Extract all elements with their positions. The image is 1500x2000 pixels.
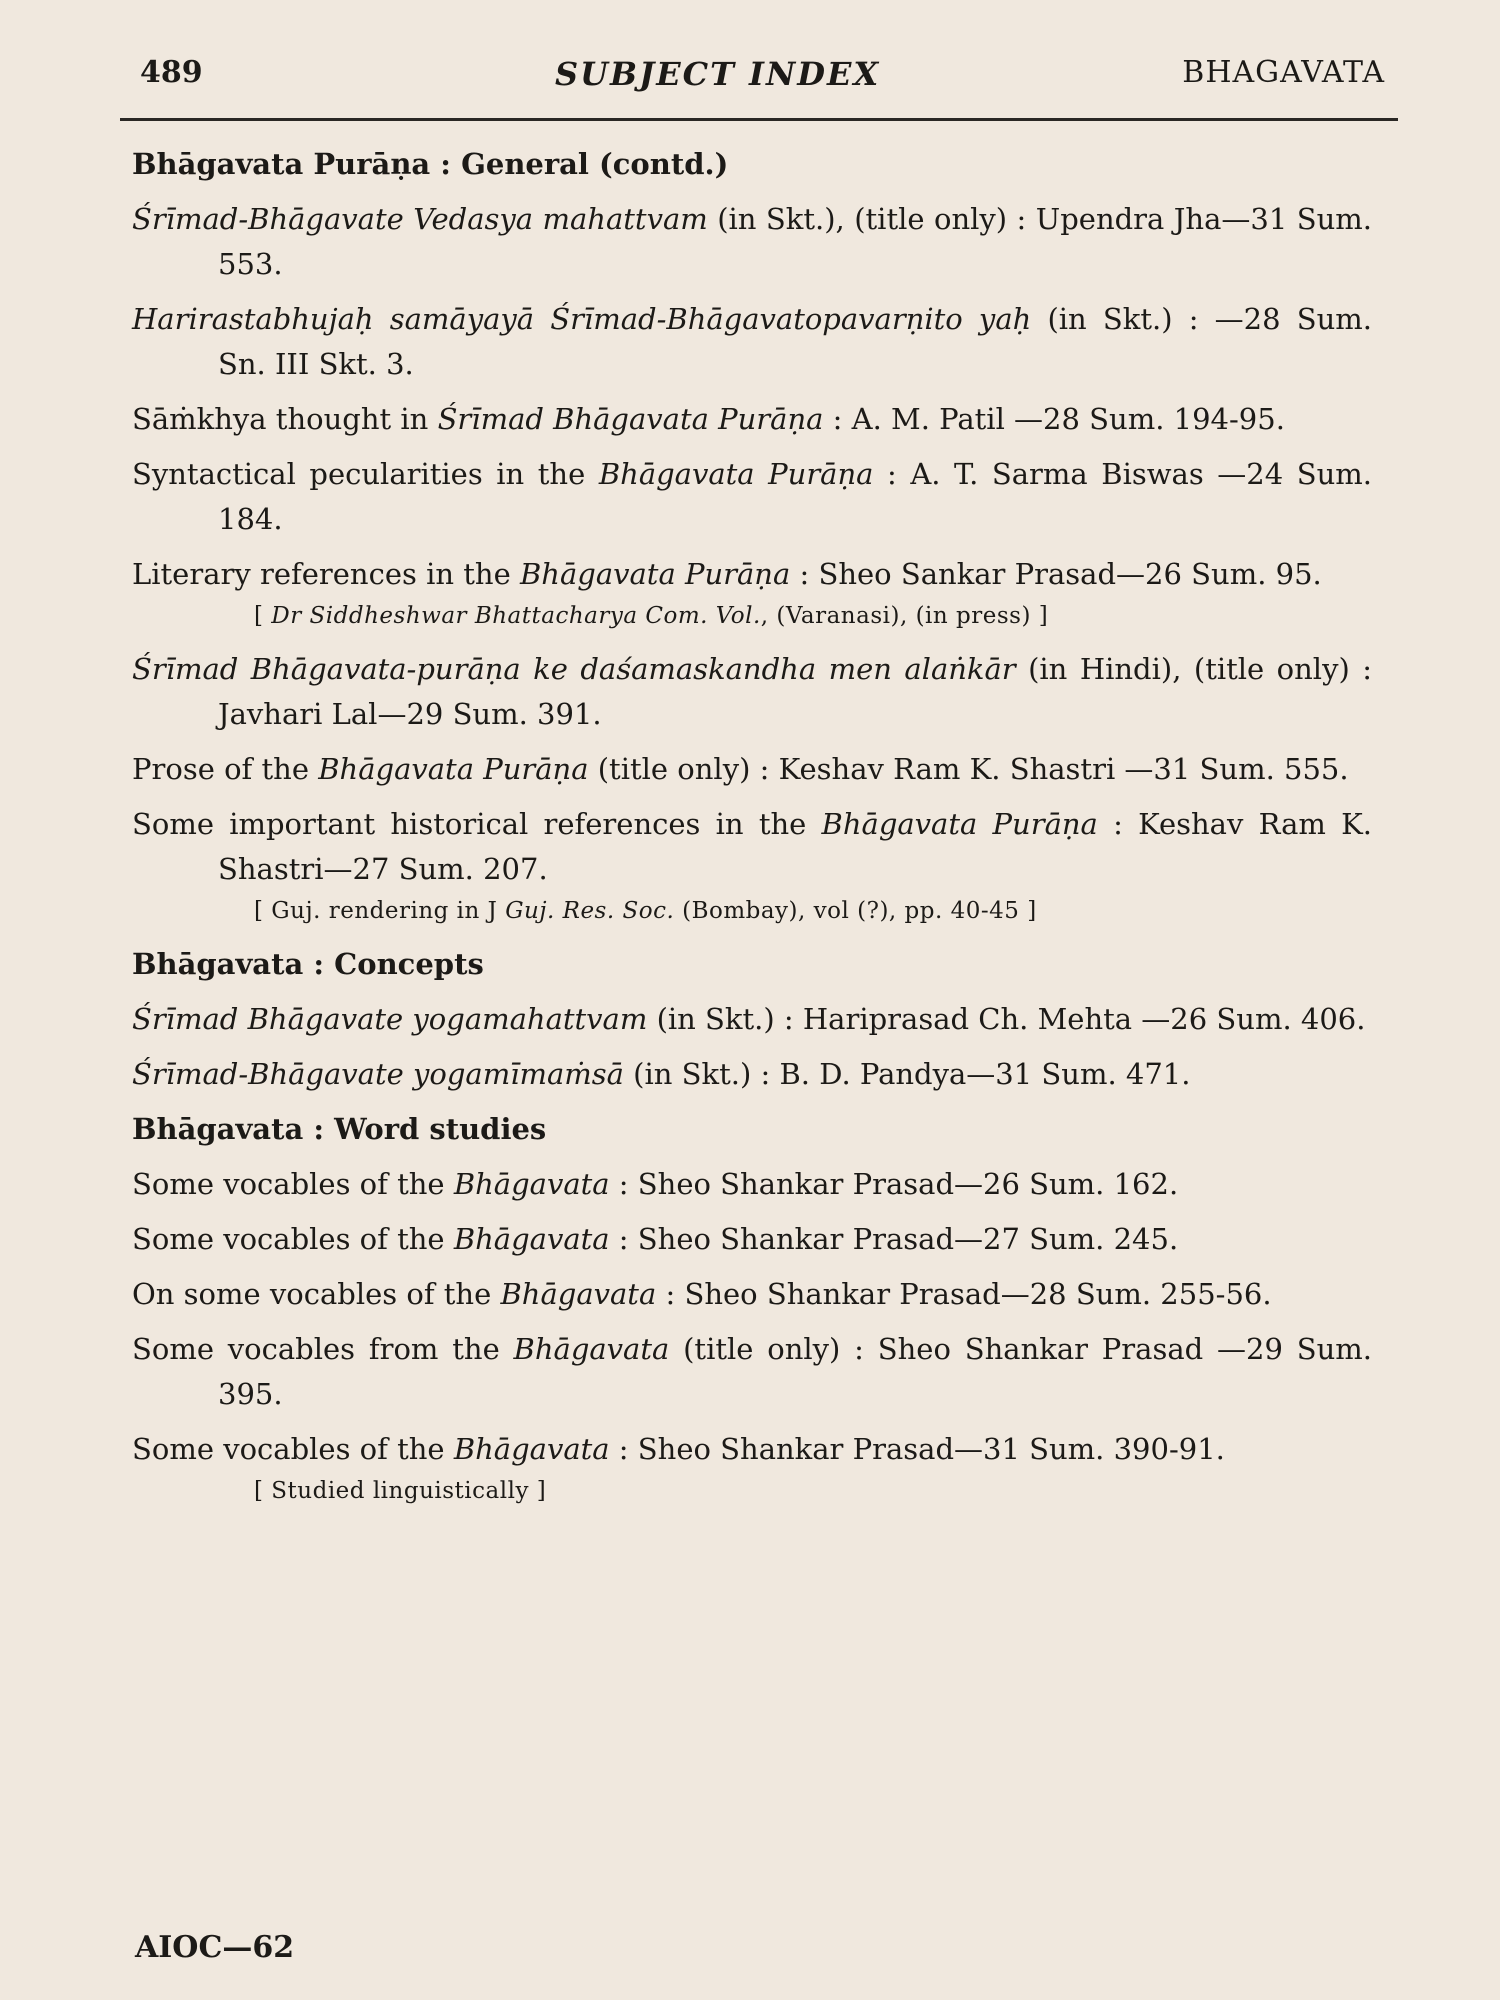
- entry-text: [ Guj. rendering in J: [254, 898, 506, 924]
- entry-text: : Keshav Ram K. Shastri—27 Sum. 207.: [218, 807, 1372, 886]
- index-entry: [132, 1217, 1372, 1262]
- italic-title: Bhāgavata Purāṇa: [318, 752, 589, 786]
- bibliographic-note: [132, 1476, 1372, 1506]
- entry-text: : Sheo Shankar Prasad—31 Sum. 390-91.: [609, 1432, 1225, 1466]
- index-entries: [132, 138, 1372, 1522]
- section-heading: Bhāgavata : Concepts: [132, 947, 484, 981]
- page-header: [140, 55, 1385, 95]
- entry-text: [: [254, 603, 272, 629]
- index-entry: [132, 1162, 1372, 1207]
- entry-text: Some important historical references in the: [132, 807, 822, 841]
- signature-mark: AIOC—62: [135, 1930, 295, 1965]
- italic-title: Bhāgavata: [453, 1432, 610, 1466]
- entry-text: (in Skt.) : B. D. Pandya—31 Sum. 471.: [623, 1057, 1191, 1091]
- section-heading: Bhāgavata : Word studies: [132, 1112, 547, 1146]
- index-entry: [132, 1272, 1372, 1317]
- index-entry: [132, 552, 1372, 597]
- italic-title: Śrīmad Bhāgavate yogamahattvam: [132, 1002, 648, 1036]
- entry-text: : Sheo Shankar Prasad—26 Sum. 162.: [609, 1167, 1179, 1201]
- entry-text: : Sheo Shankar Prasad—27 Sum. 245.: [609, 1222, 1179, 1256]
- entry-text: Prose of the: [132, 752, 319, 786]
- index-entry: [132, 452, 1372, 542]
- index-entry: [132, 1327, 1372, 1417]
- index-entry: [132, 747, 1372, 792]
- italic-title: Śrīmad-Bhāgavate Vedasya mahattvam: [132, 202, 708, 236]
- italic-title: Dr Siddheshwar Bhattacharya Com. Vol.: [271, 603, 761, 629]
- index-entry: [132, 1052, 1372, 1097]
- entry-text: Sāṁkhya thought in: [132, 402, 438, 436]
- italic-title: Bhāgavata: [513, 1332, 670, 1366]
- italic-title: Bhāgavata Purāṇa: [821, 807, 1098, 841]
- entry-text: (title only) : Sheo Shankar Prasad —29 Sum. 395.: [218, 1332, 1372, 1411]
- entry-text: (in Hindi), (title only) : Javhari Lal—29 Sum. 391.: [218, 652, 1373, 731]
- italic-title: Bhāgavata Purāṇa: [519, 557, 791, 591]
- entry-text: (Bombay), vol (?), pp. 40-45 ]: [674, 898, 1037, 924]
- entry-text: Literary references in the: [132, 557, 520, 591]
- index-entry: [132, 197, 1372, 287]
- italic-title: Śrīmad-Bhāgavate yogamīmaṁsā: [132, 1057, 624, 1091]
- bibliographic-note: [132, 896, 1372, 926]
- entry-text: On some vocables of the: [132, 1277, 501, 1311]
- bibliographic-note: [132, 601, 1372, 631]
- entry-text: : Sheo Sankar Prasad—26 Sum. 95.: [790, 557, 1322, 591]
- italic-title: Bhāgavata: [453, 1167, 610, 1201]
- entry-text: Some vocables of the: [132, 1167, 454, 1201]
- entry-text: Some vocables from the: [132, 1332, 514, 1366]
- entry-text: (title only) : Keshav Ram K. Shastri —31 Sum. 555.: [588, 752, 1349, 786]
- entry-text: Some vocables of the: [132, 1432, 454, 1466]
- entry-text: : Sheo Shankar Prasad—28 Sum. 255-56.: [656, 1277, 1272, 1311]
- italic-title: Bhāgavata: [453, 1222, 610, 1256]
- index-entry: [132, 397, 1372, 442]
- entry-text: : A. T. Sarma Biswas —24 Sum. 184.: [218, 457, 1372, 536]
- entry-text: [ Studied linguistically ]: [254, 1478, 547, 1504]
- header-rule: [120, 118, 1398, 121]
- entry-text: Syntactical pecularities in the: [132, 457, 599, 491]
- italic-title: Śrīmad Bhāgavata-purāṇa ke daśamaskandha men alaṅkār: [132, 652, 1016, 686]
- entry-text: : A. M. Patil —28 Sum. 194-95.: [823, 402, 1285, 436]
- italic-title: Guj. Res. Soc.: [505, 898, 675, 924]
- entry-text: (in Skt.) : Hariprasad Ch. Mehta —26 Sum. 406.: [647, 1002, 1366, 1036]
- section-heading: Bhāgavata Purāṇa : General (contd.): [132, 147, 729, 181]
- index-entry: [132, 647, 1372, 737]
- section-name: BHAGAVATA: [1182, 55, 1385, 90]
- running-title: SUBJECT INDEX: [555, 55, 881, 93]
- italic-title: Bhāgavata: [500, 1277, 657, 1311]
- index-entry: [132, 1427, 1372, 1472]
- entry-text: , (Varanasi), (in press) ]: [760, 603, 1049, 629]
- italic-title: Śrīmad Bhāgavata Purāṇa: [437, 402, 824, 436]
- index-entry: [132, 997, 1372, 1042]
- index-entry: [132, 297, 1372, 387]
- page-number: 489: [140, 55, 203, 90]
- index-entry: [132, 802, 1372, 892]
- entry-text: (in Skt.), (title only) : Upendra Jha—31 Sum. 553.: [218, 202, 1372, 281]
- italic-title: Harirastabhujaḥ samāyayā Śrīmad-Bhāgavatopavarṇito yaḥ: [132, 302, 1032, 336]
- entry-text: (in Skt.) : —28 Sum. Sn. III Skt. 3.: [218, 302, 1372, 381]
- italic-title: Bhāgavata Purāṇa: [598, 457, 874, 491]
- entry-text: Some vocables of the: [132, 1222, 454, 1256]
